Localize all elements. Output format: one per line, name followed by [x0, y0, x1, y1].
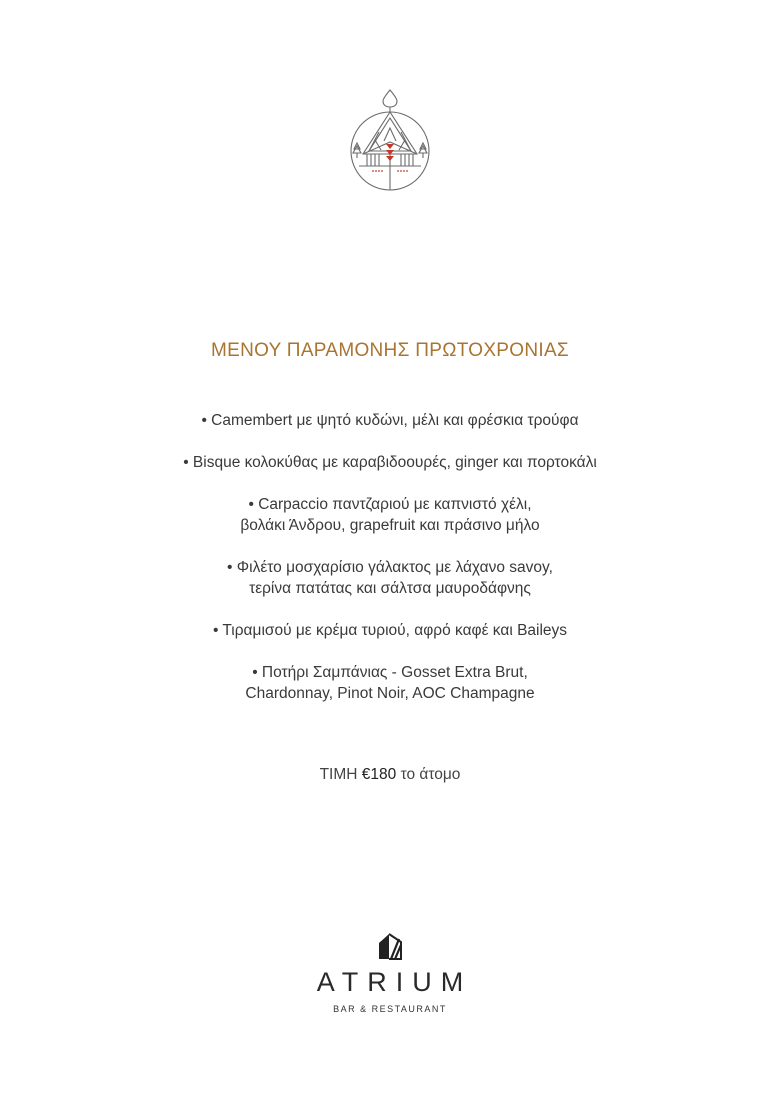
- price-line: [0, 766, 780, 784]
- brand-name: ATRIUM: [316, 967, 473, 997]
- menu-item: [0, 494, 780, 536]
- price-unit: το άτομο: [400, 766, 461, 783]
- menu-item-line: βολάκι Άνδρου, grapefruit και πράσινο μήλο: [240, 517, 540, 534]
- menu-item-line: • Φιλέτο μοσχαρίσιο γάλακτος με λάχανο savoy,: [227, 559, 553, 576]
- brand-subtitle: BAR & RESTAURANT: [333, 1004, 447, 1014]
- menu-item: [0, 410, 780, 431]
- ornament-emblem-icon: [349, 88, 431, 192]
- house-logo-icon: [377, 931, 405, 961]
- price-amount: €180: [361, 766, 397, 783]
- menu-item-line: • Carpaccio παντζαριού με καπνιστό χέλι,: [248, 496, 532, 513]
- menu-item-line: • Bisque κολοκύθας με καραβιδοουρές, ginger και πορτοκάλι: [183, 454, 597, 471]
- menu-item-line: τερίνα πατάτας και σάλτσα μαυροδάφνης: [249, 580, 531, 597]
- menu-item: [0, 620, 780, 641]
- menu-item: [0, 557, 780, 599]
- menu-item: [0, 662, 780, 704]
- menu-list: [0, 410, 780, 725]
- menu-title: ΜΕΝΟΥ ΠΑΡΑΜΟΝΗΣ ΠΡΩΤΟΧΡΟΝΙΑΣ: [211, 340, 569, 361]
- menu-item-line: Chardonnay, Pinot Noir, AOC Champagne: [245, 685, 535, 702]
- menu-item-line: • Ποτήρι Σαμπάνιας - Gosset Extra Brut,: [252, 664, 528, 681]
- menu-item: [0, 452, 780, 473]
- menu-item-line: • Camembert με ψητό κυδώνι, μέλι και φρέσκια τρούφα: [201, 412, 579, 429]
- price-label: ΤΙΜΗ: [319, 766, 358, 783]
- menu-item-line: • Τιραμισού με κρέμα τυριού, αφρό καφέ και Baileys: [212, 622, 568, 639]
